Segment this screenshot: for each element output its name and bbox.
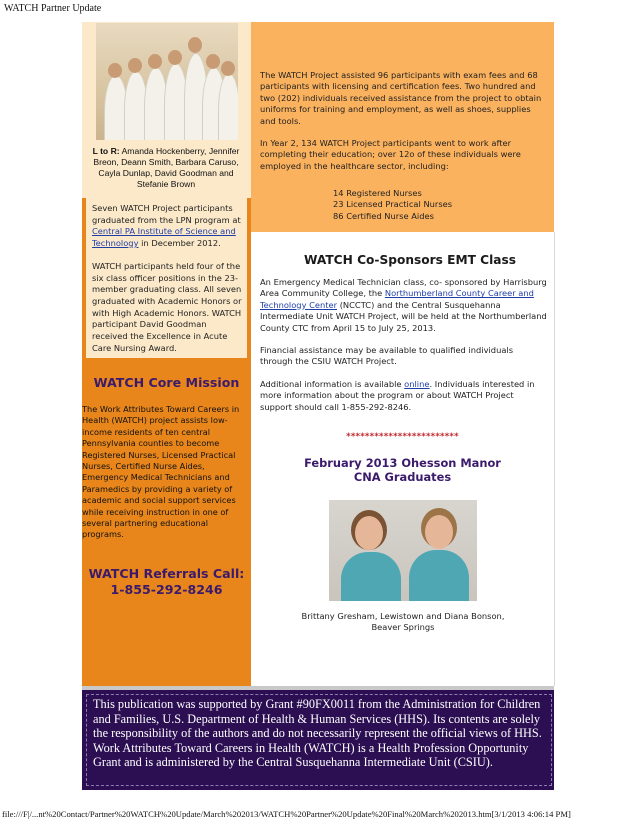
star-divider: ************************ <box>346 432 459 442</box>
emt-paragraph-1 <box>260 277 547 334</box>
cna-photo-caption: Brittany Gresham, Lewistown and Diana Bonson, Beaver Springs <box>301 611 505 633</box>
lpn-paragraph-1 <box>92 203 244 250</box>
caption-label: L to R: <box>92 146 120 156</box>
caption-names: Amanda Hockenberry, Jennifer Breon, Deann Smith, Barbara Caruso, Cayla Dunlap, David Goodman and Stefanie Brown <box>93 146 240 189</box>
lpn-graduates-photo <box>96 23 238 140</box>
referrals-phone: 1-855-292-8246 <box>110 582 223 597</box>
lpn-paragraph-2: WATCH participants held four of the six class officer positions in the 23-member graduating class. All seven graduated with Academic Honors or with High Academic Honors. WATCH participant David Goodman received the Excellence in Acute Care Nursing Award. <box>92 260 242 353</box>
lpn-story <box>92 203 244 365</box>
grant-notice-text: This publication was supported by Grant #90FX0011 from the Administration for Children and Families, U.S. Department of Health & Human Services (HHS). Its contents are solely the responsibility of the authors and do not necessarily represent the official views of HHS. Work Attributes Toward Careers in Health (WATCH) is a Health Profession Opportunity Grant and is administered by the Central Susquehanna Intermediate Unit (CSIU). <box>93 697 542 770</box>
emt-class-story <box>260 277 547 424</box>
emt-p3-before: Additional information is available <box>260 378 402 389</box>
list-item: 14 Registered Nurses <box>333 188 422 198</box>
cna-graduates-heading <box>260 456 545 484</box>
emt-p3-after: . Individuals interested in more information about the program or about WATCH Project support should call 1-855-292-8246. <box>260 378 535 412</box>
referrals-callout <box>82 566 251 598</box>
emt-paragraph-2: Financial assistance may be available to qualified individuals through the CSIU WATCH Project. <box>260 345 514 367</box>
cna-heading-line-2: CNA Graduates <box>353 470 452 484</box>
central-pa-institute-link[interactable]: Central PA Institute of Science and Technology <box>92 226 236 249</box>
online-link[interactable]: online <box>404 378 430 389</box>
list-item: 86 Certified Nurse Aides <box>333 210 434 221</box>
lpn-photo-caption <box>86 146 246 190</box>
participant-stats <box>260 70 545 183</box>
employment-list <box>333 188 533 222</box>
print-header-title: WATCH Partner Update <box>4 3 102 14</box>
emt-class-heading: WATCH Co-Sponsors EMT Class <box>303 253 516 267</box>
emt-paragraph-3 <box>260 379 547 413</box>
northumberland-ctc-link[interactable]: Northumberland County Career and Technology Center <box>260 288 534 310</box>
emt-p1-before: An Emergency Medical Technician class, co- sponsored by Harrisburg Area Community College, the <box>260 277 547 299</box>
list-item: 23 Licensed Practical Nurses <box>333 199 453 210</box>
referrals-label: WATCH Referrals Call: <box>88 566 245 581</box>
print-footer-path: file:///F|/...nt%20Contact/Partner%20WATCH%20Update/March%202013/WATCH%20Partner%20Update%20Final%20March%202013.htm[3/1/2013 4:06:14 PM] <box>2 809 571 819</box>
stats-paragraph-2: In Year 2, 134 WATCH Project participants went to work after completing their education; over 12o of these individuals were employed in the healthcare sector, including: <box>260 138 521 171</box>
stats-paragraph-1: The WATCH Project assisted 96 participants with exam fees and 68 participants with licensing and certification fees. Two hundred and two (202) individuals received assistance from the project to obtain uniforms for training and employment, as well as shoes, supplies and tools. <box>260 70 542 126</box>
cna-heading-line-1: February 2013 Ohesson Manor <box>304 456 501 470</box>
lpn-p1-after: in December 2012. <box>141 238 221 249</box>
lpn-p1-before: Seven WATCH Project participants graduated from the LPN program at <box>92 203 241 225</box>
emt-p1-after: (NCCTC) and the Central Susquehanna Intermediate Unit WATCH Project, will be held at the Northumberland County CTC from April 15 to July 25, 2013. <box>260 299 547 333</box>
cna-graduates-photo <box>329 500 477 601</box>
core-mission-text: The Work Attributes Toward Careers in Health (WATCH) project assists low-income residents of ten central Pennsylvania counties to become Registered Nurses, Licensed Practical Nurses, Certified Nurse Aides, Emergency Medical Technicians and Paramedics by providing a variety of academic and social support services while receiving instruction in one of several partnering educational programs. <box>82 404 244 541</box>
core-mission-heading: WATCH Core Mission <box>93 375 240 390</box>
